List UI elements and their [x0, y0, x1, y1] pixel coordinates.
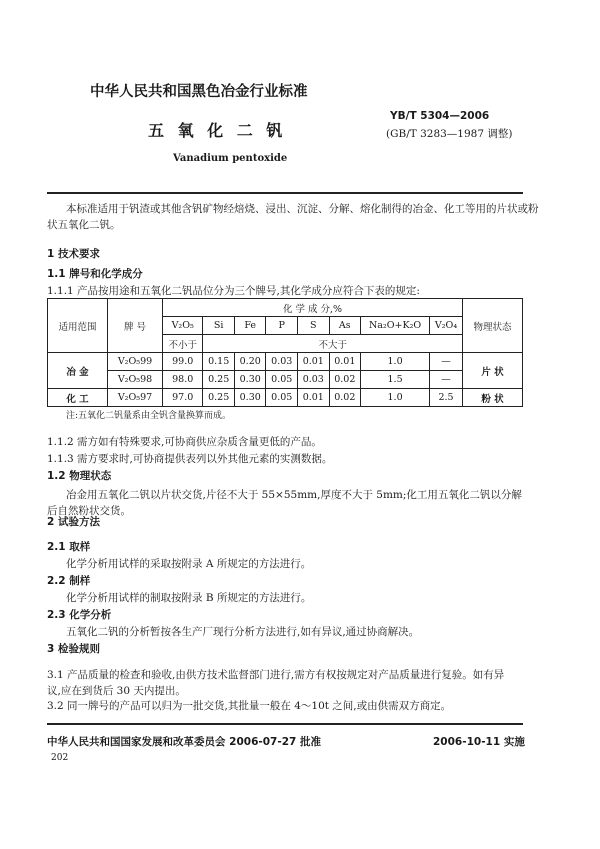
table-row	[48, 353, 523, 371]
section-2-2-text: 化学分析用试样的制取按附录 B 所规定的方法进行。	[66, 592, 312, 604]
element-header: Si	[203, 317, 235, 335]
chemical-composition-table	[47, 298, 523, 407]
value-cell: 98.0	[163, 371, 203, 389]
value-cell: 0.20	[234, 353, 266, 371]
section-1-2-heading: 1.2 物理状态	[47, 470, 112, 482]
section-1-1-heading: 1.1 牌号和化学成分	[47, 268, 143, 280]
value-cell: 0.02	[329, 371, 361, 389]
not-more-than: 不大于	[203, 335, 463, 353]
document-title: 五 氧 化 二 钒	[148, 121, 287, 140]
header-grade: 牌 号	[108, 299, 163, 353]
intro-line-1: 本标准适用于钒渣或其他含钒矿物经焙烧、浸出、沉淀、分解、熔化制得的冶金、化工等用的片状或粉	[66, 203, 539, 215]
element-header: P	[266, 317, 298, 335]
issuing-org: 中华人民共和国黑色冶金行业标准	[90, 84, 308, 100]
section-1-1-2: 1.1.2 需方如有特殊要求,可协商供应杂质含量更低的产品。	[47, 436, 322, 448]
value-cell: 0.15	[203, 353, 235, 371]
table-row	[48, 389, 523, 407]
element-header: Fe	[234, 317, 266, 335]
section-2-1-heading: 2.1 取样	[47, 541, 91, 553]
element-header: Na₂O+K₂O	[361, 317, 430, 335]
section-3-2: 3.2 同一牌号的产品可以归为一批交货,其批量一般在 4～10t 之间,或由供需双方商定。	[47, 700, 452, 712]
value-cell: 0.25	[203, 389, 235, 407]
element-header: S	[298, 317, 330, 335]
value-cell: 99.0	[163, 353, 203, 371]
grade-cell: V₂O₅97	[108, 389, 163, 407]
table-row	[48, 371, 523, 389]
section-2-2-heading: 2.2 制样	[47, 575, 91, 587]
element-header: V₂O₄	[430, 317, 463, 335]
header-rule	[47, 192, 523, 194]
grade-cell: V₂O₅99	[108, 353, 163, 371]
section-2-3-text: 五氧化二钒的分析暂按各生产厂现行分析方法进行,如有异议,通过协商解决。	[66, 626, 420, 638]
section-1-1-1: 1.1.1 产品按用途和五氧化二钒品位分为三个牌号,其化学成分应符合下表的规定:	[47, 285, 420, 297]
section-1-heading: 1 技术要求	[47, 248, 100, 260]
page-number: 202	[51, 753, 69, 763]
section-2-heading: 2 试验方法	[47, 516, 100, 528]
approval-info: 中华人民共和国国家发展和改革委员会 2006-07-27 批准	[47, 736, 321, 748]
value-cell: 0.30	[234, 371, 266, 389]
value-cell: 0.05	[266, 371, 298, 389]
value-cell: 0.01	[298, 389, 330, 407]
grade-cell: V₂O₅98	[108, 371, 163, 389]
section-3-1-line-2: 议,应在到货后 30 天内提出。	[47, 685, 186, 697]
value-cell: —	[430, 371, 463, 389]
value-cell: 0.05	[266, 389, 298, 407]
intro-line-2: 状五氧化二钒。	[47, 219, 121, 231]
replaces-standard: (GB/T 3283—1987 调整)	[386, 128, 513, 140]
value-cell: 0.01	[298, 353, 330, 371]
element-header: V₂O₅	[163, 317, 203, 335]
section-3-heading: 3 检验规则	[47, 643, 100, 655]
value-cell: 0.01	[329, 353, 361, 371]
value-cell: 0.02	[329, 389, 361, 407]
section-1-2-line-2: 后自然粉状交货。	[47, 505, 131, 517]
scope-cell: 冶 金	[48, 353, 108, 389]
standard-number: YB/T 5304—2006	[390, 110, 490, 122]
scope-cell: 化 工	[48, 389, 108, 407]
header-scope: 适用范围	[48, 299, 108, 353]
value-cell: 0.30	[234, 389, 266, 407]
header-state: 物理状态	[463, 299, 523, 353]
value-cell: —	[430, 353, 463, 371]
footer-rule	[47, 723, 523, 725]
value-cell: 0.25	[203, 371, 235, 389]
section-1-2-line-1: 冶金用五氧化二钒以片状交货,片径不大于 55×55mm,厚度不大于 5mm;化工用五氧化二钒以分解	[66, 489, 522, 501]
value-cell: 97.0	[163, 389, 203, 407]
section-2-3-heading: 2.3 化学分析	[47, 609, 112, 621]
value-cell: 2.5	[430, 389, 463, 407]
value-cell: 1.0	[361, 353, 430, 371]
section-1-1-3: 1.1.3 需方要求时,可协商提供表列以外其他元素的实测数据。	[47, 453, 333, 465]
state-cell: 粉 状	[463, 389, 523, 407]
value-cell: 1.0	[361, 389, 430, 407]
state-cell: 片 状	[463, 353, 523, 389]
section-2-1-text: 化学分析用试样的采取按附录 A 所规定的方法进行。	[66, 558, 312, 570]
value-cell: 0.03	[266, 353, 298, 371]
english-title: Vanadium pentoxide	[173, 153, 288, 164]
section-3-1-line-1: 3.1 产品质量的检查和验收,由供方技术监督部门进行,需方有权按规定对产品质量进行复验。如有异	[47, 669, 505, 681]
effective-date: 2006-10-11 实施	[433, 736, 525, 748]
value-cell: 0.03	[298, 371, 330, 389]
header-chem: 化 学 成 分,%	[163, 299, 463, 317]
table-note: 注:五氧化二钒量系由全钒含量换算而成。	[66, 411, 232, 421]
not-less-than: 不小于	[163, 335, 203, 353]
element-header: As	[329, 317, 361, 335]
value-cell: 1.5	[361, 371, 430, 389]
